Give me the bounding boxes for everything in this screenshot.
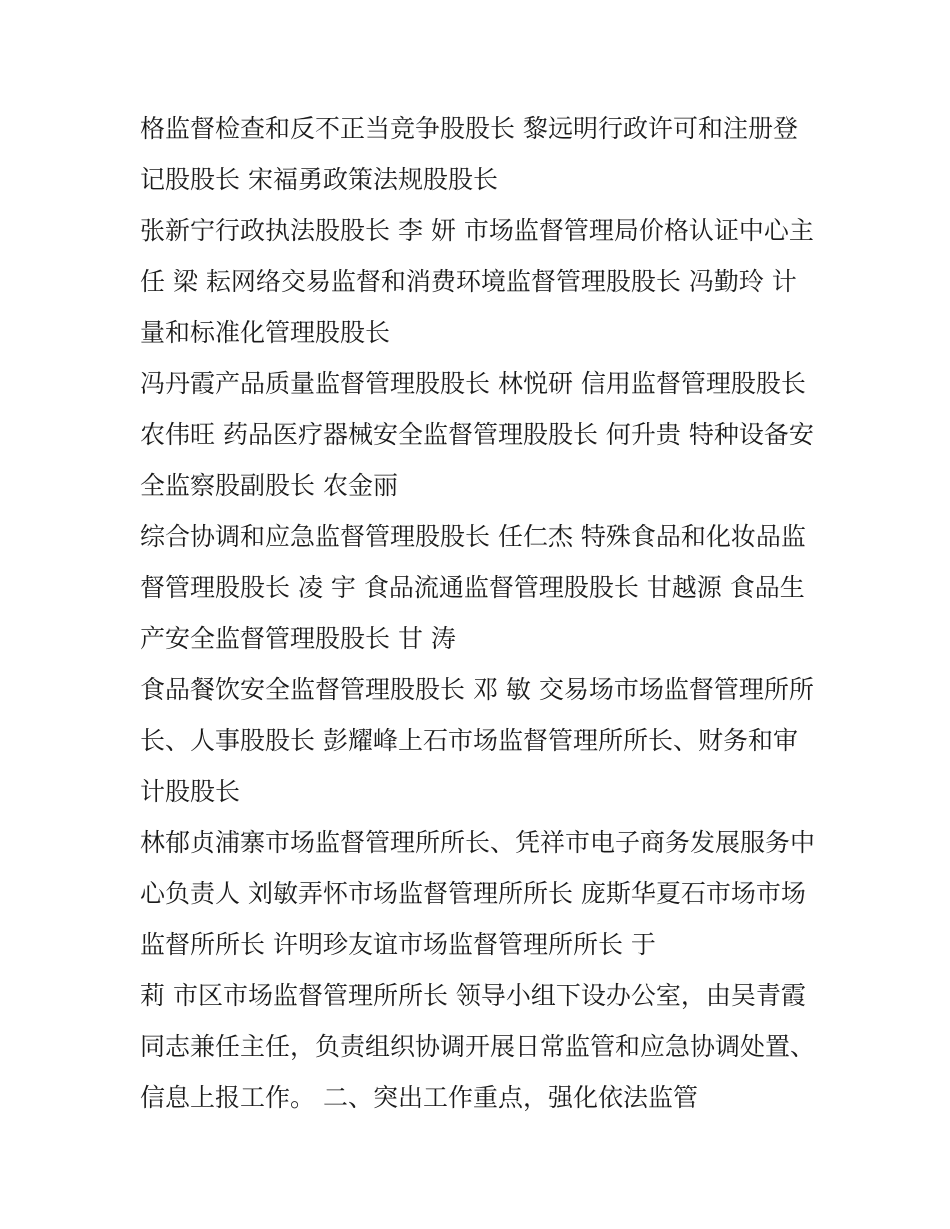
text-line: 农伟旺 药品医疗器械安全监督管理股股长 何升贵 特种设备安 — [140, 420, 814, 449]
document-body — [140, 103, 840, 1123]
text-line: 任 梁 耘网络交易监督和消费环境监督管理股股长 冯勤玲 计 — [140, 267, 797, 296]
text-line: 冯丹霞产品质量监督管理股股长 林悦研 信用监督管理股股长 — [140, 369, 806, 398]
text-line: 林郁贞浦寨市场监督管理所所长、凭祥市电子商务发展服务中 — [140, 828, 816, 857]
text-line: 产安全监督管理股股长 甘 涛 — [140, 624, 456, 653]
text-line: 全监察股副股长 农金丽 — [140, 471, 398, 500]
text-line: 督管理股股长 凌 宇 食品流通监督管理股股长 甘越源 食品生 — [140, 573, 805, 602]
text-line: 张新宁行政执法股股长 李 妍 市场监督管理局价格认证中心主 — [140, 216, 814, 245]
text-line: 计股股长 — [140, 777, 241, 806]
text-line: 心负责人 刘敏弄怀市场监督管理所所长 庞斯华夏石市场市场 — [140, 879, 806, 908]
text-line: 莉 市区市场监督管理所所长 领导小组下设办公室，由吴青霞 — [140, 981, 806, 1010]
text-line: 信息上报工作。 二、突出工作重点，强化依法监管 — [140, 1083, 698, 1112]
text-line: 长、人事股股长 彭耀峰上石市场监督管理所所长、财务和审 — [140, 726, 798, 755]
text-line: 格监督检查和反不正当竞争股股长 黎远明行政许可和注册登 — [140, 114, 798, 143]
text-line: 监督所所长 许明珍友谊市场监督管理所所长 于 — [140, 930, 656, 959]
text-line: 食品餐饮安全监督管理股股长 邓 敏 交易场市场监督管理所所 — [140, 675, 814, 704]
text-line: 记股股长 宋福勇政策法规股股长 — [140, 165, 498, 194]
text-line: 综合协调和应急监督管理股股长 任仁杰 特殊食品和化妆品监 — [140, 522, 806, 551]
text-line: 量和标准化管理股股长 — [140, 318, 391, 347]
text-line: 同志兼任主任，负责组织协调开展日常监管和应急协调处置、 — [140, 1032, 816, 1061]
